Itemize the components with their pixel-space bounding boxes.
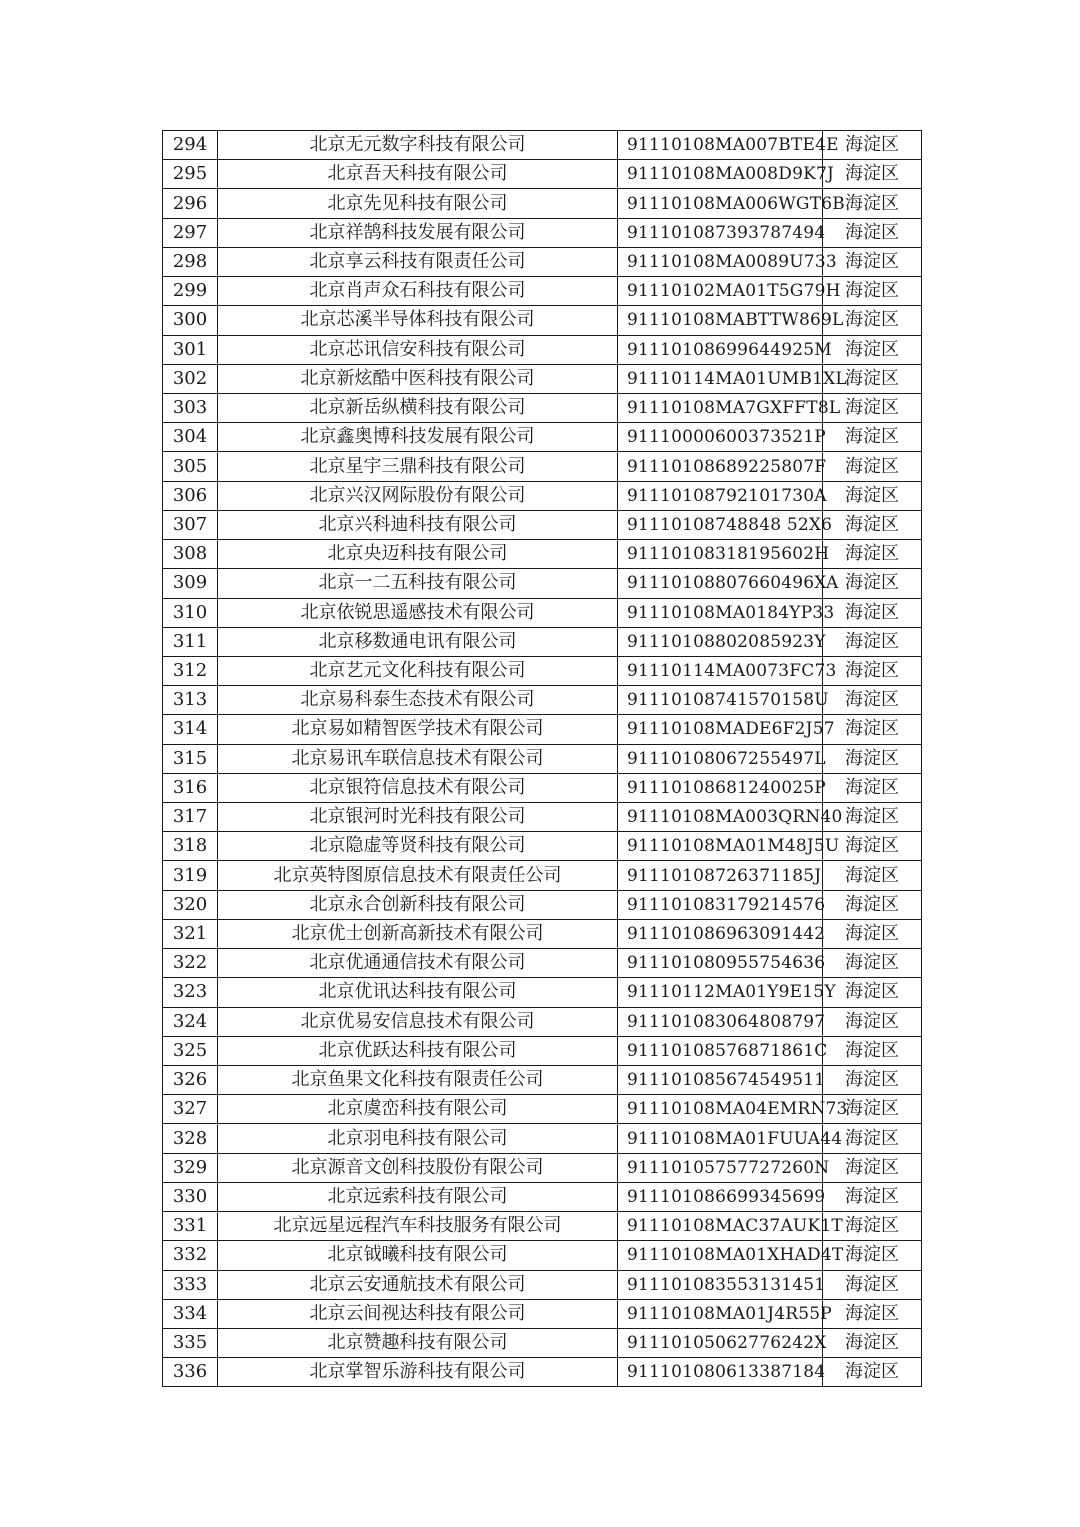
row-number-cell: 318 xyxy=(163,832,218,861)
credit-code-cell: 91110108576871861C xyxy=(618,1036,823,1065)
row-number-cell: 298 xyxy=(163,247,218,276)
row-number-cell: 305 xyxy=(163,452,218,481)
row-number-cell: 322 xyxy=(163,949,218,978)
row-number-cell: 314 xyxy=(163,715,218,744)
company-name-cell: 北京优讯达科技有限公司 xyxy=(218,978,618,1007)
table-row xyxy=(163,510,922,539)
company-name-cell: 北京优通通信技术有限公司 xyxy=(218,949,618,978)
table-row xyxy=(163,1212,922,1241)
district-cell: 海淀区 xyxy=(823,1358,922,1387)
company-name-cell: 北京英特图原信息技术有限责任公司 xyxy=(218,861,618,890)
district-cell: 海淀区 xyxy=(823,540,922,569)
table-row xyxy=(163,1328,922,1357)
credit-code-cell: 911101087393787494 xyxy=(618,218,823,247)
credit-code-cell: 91110108MADE6F2J57 xyxy=(618,715,823,744)
district-cell: 海淀区 xyxy=(823,189,922,218)
company-name-cell: 北京远索科技有限公司 xyxy=(218,1182,618,1211)
credit-code-cell: 911101083064808797 xyxy=(618,1007,823,1036)
district-cell: 海淀区 xyxy=(823,1007,922,1036)
company-name-cell: 北京芯讯信安科技有限公司 xyxy=(218,335,618,364)
district-cell: 海淀区 xyxy=(823,1182,922,1211)
credit-code-cell: 91110108MA01XHAD4T xyxy=(618,1241,823,1270)
credit-code-cell: 91110108MA0184YP33 xyxy=(618,598,823,627)
company-name-cell: 北京远星远程汽车科技服务有限公司 xyxy=(218,1212,618,1241)
company-name-cell: 北京源音文创科技股份有限公司 xyxy=(218,1153,618,1182)
company-name-cell: 北京央迈科技有限公司 xyxy=(218,540,618,569)
table-row xyxy=(163,1241,922,1270)
district-cell: 海淀区 xyxy=(823,861,922,890)
table-row xyxy=(163,481,922,510)
district-cell: 海淀区 xyxy=(823,715,922,744)
credit-code-cell: 91110108MA0089U733 xyxy=(618,247,823,276)
company-name-cell: 北京星宇三鼎科技有限公司 xyxy=(218,452,618,481)
table-row xyxy=(163,949,922,978)
table-row xyxy=(163,423,922,452)
credit-code-cell: 91110108MA01J4R55P xyxy=(618,1299,823,1328)
credit-code-cell: 91110105062776242X xyxy=(618,1328,823,1357)
row-number-cell: 308 xyxy=(163,540,218,569)
row-number-cell: 315 xyxy=(163,744,218,773)
company-name-cell: 北京优跃达科技有限公司 xyxy=(218,1036,618,1065)
row-number-cell: 324 xyxy=(163,1007,218,1036)
row-number-cell: 316 xyxy=(163,773,218,802)
table-row xyxy=(163,364,922,393)
district-cell: 海淀区 xyxy=(823,393,922,422)
company-name-cell: 北京云安通航技术有限公司 xyxy=(218,1270,618,1299)
row-number-cell: 327 xyxy=(163,1095,218,1124)
row-number-cell: 319 xyxy=(163,861,218,890)
credit-code-cell: 911101086699345699 xyxy=(618,1182,823,1211)
table-row xyxy=(163,1270,922,1299)
credit-code-cell: 911101086963091442 xyxy=(618,919,823,948)
district-cell: 海淀区 xyxy=(823,277,922,306)
credit-code-cell: 91110108067255497L xyxy=(618,744,823,773)
row-number-cell: 329 xyxy=(163,1153,218,1182)
district-cell: 海淀区 xyxy=(823,686,922,715)
table-row xyxy=(163,656,922,685)
table-row xyxy=(163,218,922,247)
row-number-cell: 331 xyxy=(163,1212,218,1241)
row-number-cell: 325 xyxy=(163,1036,218,1065)
district-cell: 海淀区 xyxy=(823,1270,922,1299)
table-row xyxy=(163,189,922,218)
table-row xyxy=(163,131,922,160)
row-number-cell: 335 xyxy=(163,1328,218,1357)
district-cell: 海淀区 xyxy=(823,423,922,452)
row-number-cell: 334 xyxy=(163,1299,218,1328)
district-cell: 海淀区 xyxy=(823,598,922,627)
credit-code-cell: 91110108MA003QRN40 xyxy=(618,803,823,832)
row-number-cell: 326 xyxy=(163,1066,218,1095)
district-cell: 海淀区 xyxy=(823,1153,922,1182)
row-number-cell: 302 xyxy=(163,364,218,393)
company-name-cell: 北京一二五科技有限公司 xyxy=(218,569,618,598)
district-cell: 海淀区 xyxy=(823,773,922,802)
credit-code-cell: 91110114MA01UMB1XL xyxy=(618,364,823,393)
district-cell: 海淀区 xyxy=(823,364,922,393)
table-row xyxy=(163,569,922,598)
row-number-cell: 323 xyxy=(163,978,218,1007)
row-number-cell: 295 xyxy=(163,160,218,189)
credit-code-cell: 911101080955754636 xyxy=(618,949,823,978)
district-cell: 海淀区 xyxy=(823,335,922,364)
table-row xyxy=(163,598,922,627)
company-name-cell: 北京新炫酷中医科技有限公司 xyxy=(218,364,618,393)
credit-code-cell: 91110108MA04EMRN73 xyxy=(618,1095,823,1124)
table-row xyxy=(163,1153,922,1182)
credit-code-cell: 91110108MA006WGT6B xyxy=(618,189,823,218)
row-number-cell: 296 xyxy=(163,189,218,218)
district-cell: 海淀区 xyxy=(823,1212,922,1241)
company-name-cell: 北京吾天科技有限公司 xyxy=(218,160,618,189)
district-cell: 海淀区 xyxy=(823,247,922,276)
district-cell: 海淀区 xyxy=(823,890,922,919)
district-cell: 海淀区 xyxy=(823,569,922,598)
row-number-cell: 312 xyxy=(163,656,218,685)
table-row xyxy=(163,1036,922,1065)
company-name-cell: 北京芯溪半导体科技有限公司 xyxy=(218,306,618,335)
credit-code-cell: 91110108318195602H xyxy=(618,540,823,569)
credit-code-cell: 911101083179214576 xyxy=(618,890,823,919)
district-cell: 海淀区 xyxy=(823,510,922,539)
credit-code-cell: 91110108748848 52X6 xyxy=(618,510,823,539)
table-row xyxy=(163,861,922,890)
district-cell: 海淀区 xyxy=(823,919,922,948)
company-name-cell: 北京兴科迪科技有限公司 xyxy=(218,510,618,539)
credit-code-cell: 91110000600373521P xyxy=(618,423,823,452)
district-cell: 海淀区 xyxy=(823,131,922,160)
credit-code-cell: 91110108MABTTW869L xyxy=(618,306,823,335)
district-cell: 海淀区 xyxy=(823,1066,922,1095)
row-number-cell: 309 xyxy=(163,569,218,598)
district-cell: 海淀区 xyxy=(823,978,922,1007)
credit-code-cell: 91110102MA01T5G79H xyxy=(618,277,823,306)
row-number-cell: 311 xyxy=(163,627,218,656)
company-name-cell: 北京优易安信息技术有限公司 xyxy=(218,1007,618,1036)
row-number-cell: 299 xyxy=(163,277,218,306)
credit-code-cell: 91110108792101730A xyxy=(618,481,823,510)
table-row xyxy=(163,803,922,832)
credit-code-cell: 91110114MA0073FC73 xyxy=(618,656,823,685)
credit-code-cell: 91110108699644925M xyxy=(618,335,823,364)
district-cell: 海淀区 xyxy=(823,1036,922,1065)
district-cell: 海淀区 xyxy=(823,481,922,510)
table-row xyxy=(163,773,922,802)
credit-code-cell: 91110108741570158U xyxy=(618,686,823,715)
company-name-cell: 北京钺曦科技有限公司 xyxy=(218,1241,618,1270)
credit-code-cell: 911101083553131451 xyxy=(618,1270,823,1299)
table-row xyxy=(163,919,922,948)
credit-code-cell: 91110108MA007BTE4E xyxy=(618,131,823,160)
row-number-cell: 330 xyxy=(163,1182,218,1211)
registry-table-body xyxy=(163,131,922,1387)
table-row xyxy=(163,715,922,744)
credit-code-cell: 91110105757727260N xyxy=(618,1153,823,1182)
company-name-cell: 北京依锐思遥感技术有限公司 xyxy=(218,598,618,627)
row-number-cell: 328 xyxy=(163,1124,218,1153)
row-number-cell: 304 xyxy=(163,423,218,452)
company-name-cell: 北京赞趣科技有限公司 xyxy=(218,1328,618,1357)
district-cell: 海淀区 xyxy=(823,949,922,978)
company-name-cell: 北京银符信息技术有限公司 xyxy=(218,773,618,802)
district-cell: 海淀区 xyxy=(823,452,922,481)
credit-code-cell: 911101080613387184 xyxy=(618,1358,823,1387)
company-name-cell: 北京永合创新科技有限公司 xyxy=(218,890,618,919)
table-row xyxy=(163,1182,922,1211)
district-cell: 海淀区 xyxy=(823,1241,922,1270)
company-name-cell: 北京易讯车联信息技术有限公司 xyxy=(218,744,618,773)
table-row xyxy=(163,1299,922,1328)
table-row xyxy=(163,1066,922,1095)
table-row xyxy=(163,160,922,189)
table-row xyxy=(163,1358,922,1387)
company-name-cell: 北京掌智乐游科技有限公司 xyxy=(218,1358,618,1387)
company-name-cell: 北京隐虚等贤科技有限公司 xyxy=(218,832,618,861)
table-row xyxy=(163,978,922,1007)
company-registry-table xyxy=(162,130,922,1387)
credit-code-cell: 91110108MA7GXFFT8L xyxy=(618,393,823,422)
company-name-cell: 北京鑫奥博科技发展有限公司 xyxy=(218,423,618,452)
row-number-cell: 332 xyxy=(163,1241,218,1270)
credit-code-cell: 91110112MA01Y9E15Y xyxy=(618,978,823,1007)
credit-code-cell: 91110108802085923Y xyxy=(618,627,823,656)
district-cell: 海淀区 xyxy=(823,627,922,656)
district-cell: 海淀区 xyxy=(823,1328,922,1357)
row-number-cell: 307 xyxy=(163,510,218,539)
row-number-cell: 313 xyxy=(163,686,218,715)
company-name-cell: 北京鱼果文化科技有限责任公司 xyxy=(218,1066,618,1095)
district-cell: 海淀区 xyxy=(823,160,922,189)
table-row xyxy=(163,335,922,364)
credit-code-cell: 91110108681240025P xyxy=(618,773,823,802)
row-number-cell: 317 xyxy=(163,803,218,832)
table-row xyxy=(163,832,922,861)
table-row xyxy=(163,744,922,773)
table-row xyxy=(163,452,922,481)
company-name-cell: 北京先见科技有限公司 xyxy=(218,189,618,218)
table-row xyxy=(163,627,922,656)
row-number-cell: 310 xyxy=(163,598,218,627)
credit-code-cell: 91110108MA01FUUA44 xyxy=(618,1124,823,1153)
table-row xyxy=(163,890,922,919)
district-cell: 海淀区 xyxy=(823,803,922,832)
company-name-cell: 北京祥鹄科技发展有限公司 xyxy=(218,218,618,247)
company-name-cell: 北京享云科技有限责任公司 xyxy=(218,247,618,276)
company-name-cell: 北京云间视达科技有限公司 xyxy=(218,1299,618,1328)
credit-code-cell: 91110108MA008D9K7J xyxy=(618,160,823,189)
table-row xyxy=(163,1095,922,1124)
table-row xyxy=(163,1124,922,1153)
row-number-cell: 321 xyxy=(163,919,218,948)
credit-code-cell: 91110108807660496XA xyxy=(618,569,823,598)
row-number-cell: 320 xyxy=(163,890,218,919)
company-name-cell: 北京新岳纵横科技有限公司 xyxy=(218,393,618,422)
table-row xyxy=(163,306,922,335)
row-number-cell: 294 xyxy=(163,131,218,160)
district-cell: 海淀区 xyxy=(823,744,922,773)
table-row xyxy=(163,1007,922,1036)
company-name-cell: 北京移数通电讯有限公司 xyxy=(218,627,618,656)
row-number-cell: 333 xyxy=(163,1270,218,1299)
table-row xyxy=(163,393,922,422)
company-name-cell: 北京兴汉网际股份有限公司 xyxy=(218,481,618,510)
company-name-cell: 北京无元数字科技有限公司 xyxy=(218,131,618,160)
credit-code-cell: 91110108MAC37AUK1T xyxy=(618,1212,823,1241)
row-number-cell: 336 xyxy=(163,1358,218,1387)
row-number-cell: 300 xyxy=(163,306,218,335)
credit-code-cell: 911101085674549511 xyxy=(618,1066,823,1095)
row-number-cell: 303 xyxy=(163,393,218,422)
company-name-cell: 北京羽电科技有限公司 xyxy=(218,1124,618,1153)
table-row xyxy=(163,277,922,306)
row-number-cell: 297 xyxy=(163,218,218,247)
district-cell: 海淀区 xyxy=(823,306,922,335)
district-cell: 海淀区 xyxy=(823,656,922,685)
district-cell: 海淀区 xyxy=(823,1095,922,1124)
row-number-cell: 301 xyxy=(163,335,218,364)
company-name-cell: 北京易如精智医学技术有限公司 xyxy=(218,715,618,744)
company-name-cell: 北京银河时光科技有限公司 xyxy=(218,803,618,832)
district-cell: 海淀区 xyxy=(823,218,922,247)
table-row xyxy=(163,540,922,569)
table-row xyxy=(163,247,922,276)
company-name-cell: 北京优士创新高新技术有限公司 xyxy=(218,919,618,948)
district-cell: 海淀区 xyxy=(823,1124,922,1153)
company-name-cell: 北京艺元文化科技有限公司 xyxy=(218,656,618,685)
credit-code-cell: 91110108689225807F xyxy=(618,452,823,481)
company-name-cell: 北京肖声众石科技有限公司 xyxy=(218,277,618,306)
credit-code-cell: 91110108MA01M48J5U xyxy=(618,832,823,861)
table-row xyxy=(163,686,922,715)
district-cell: 海淀区 xyxy=(823,832,922,861)
company-name-cell: 北京虞峦科技有限公司 xyxy=(218,1095,618,1124)
company-name-cell: 北京易科泰生态技术有限公司 xyxy=(218,686,618,715)
row-number-cell: 306 xyxy=(163,481,218,510)
credit-code-cell: 91110108726371185J xyxy=(618,861,823,890)
district-cell: 海淀区 xyxy=(823,1299,922,1328)
